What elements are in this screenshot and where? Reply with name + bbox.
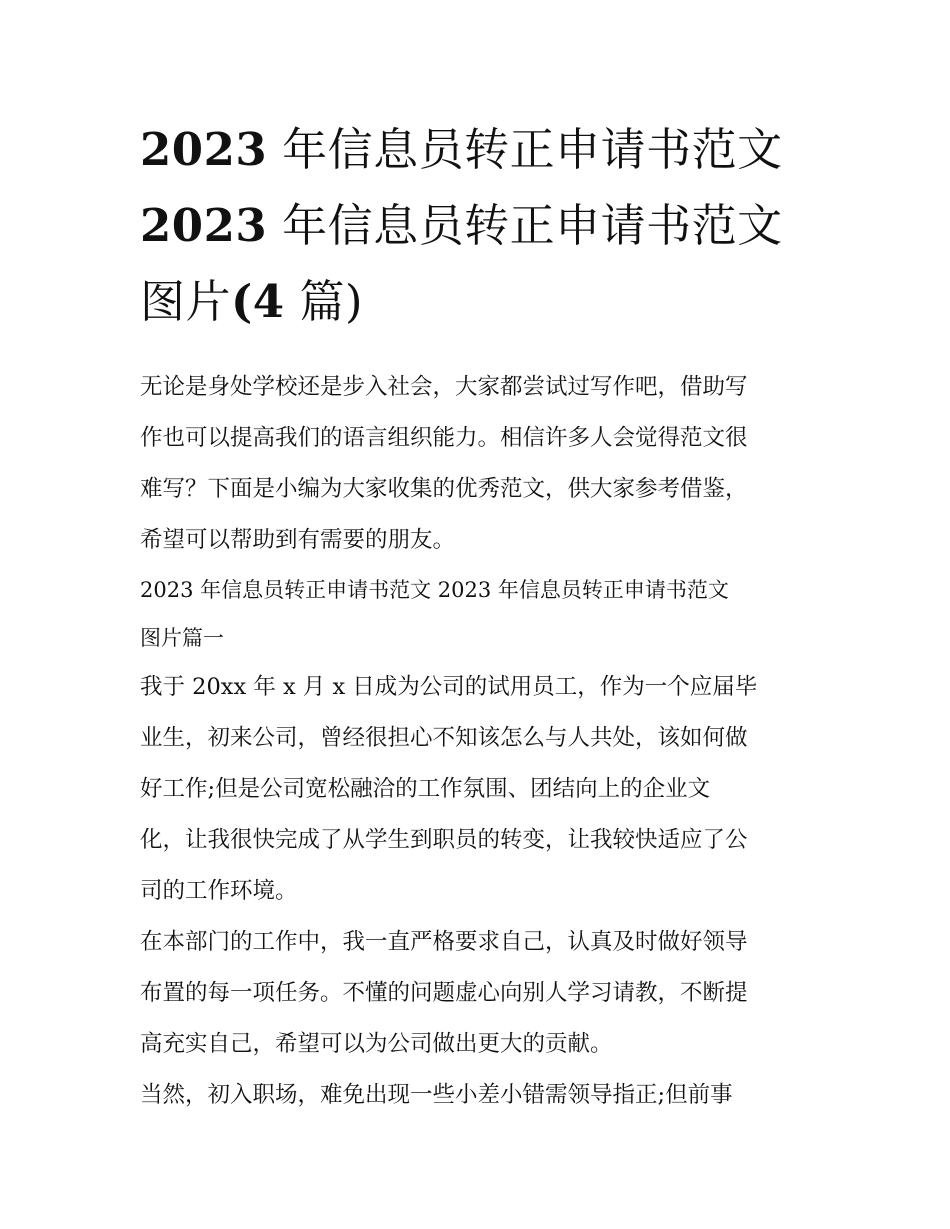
text-line: 作也可以提高我们的语言组织能力。相信许多人会觉得范文很 bbox=[140, 425, 748, 451]
title-line-2 bbox=[140, 188, 820, 264]
text-line: 布置的每一项任务。不懂的问题虚心向别人学习请教，不断提 bbox=[140, 980, 748, 1006]
title-text: 年信息员转正申请书范文 bbox=[282, 199, 783, 252]
document-body bbox=[140, 362, 820, 1121]
text-line: 当然，初入职场，难免出现一些小差小错需领导指正;但前事 bbox=[140, 1082, 733, 1108]
text-line: 高充实自己，希望可以为公司做出更大的贡献。 bbox=[140, 1031, 613, 1057]
title-text: 图片 bbox=[140, 275, 232, 328]
text-line: 2023 年信息员转正申请书范文 2023 年信息员转正申请书范文 bbox=[140, 578, 729, 602]
title-year: 2023 bbox=[140, 199, 268, 252]
text-line: 图片篇一 bbox=[140, 626, 224, 650]
title-line-3 bbox=[140, 264, 820, 340]
title-year: 2023 bbox=[140, 123, 268, 176]
section-heading bbox=[140, 566, 820, 662]
text-line: 希望可以帮助到有需要的朋友。 bbox=[140, 527, 456, 553]
body-paragraph bbox=[140, 1070, 820, 1121]
document-content bbox=[140, 112, 820, 1121]
text-line: 业生，初来公司，曾经很担心不知该怎么与人共处，该如何做 bbox=[140, 725, 748, 751]
document-title bbox=[140, 112, 820, 340]
text-line: 好工作;但是公司宽松融洽的工作氛围、团结向上的企业文 bbox=[140, 776, 711, 802]
text-line: 难写？下面是小编为大家收集的优秀范文，供大家参考借鉴， bbox=[140, 476, 748, 502]
title-line-1 bbox=[140, 112, 820, 188]
text-line: 我于 20xx 年 x 月 x 日成为公司的试用员工，作为一个应届毕 bbox=[140, 674, 758, 700]
title-text: 篇) bbox=[299, 275, 363, 328]
intro-paragraph bbox=[140, 362, 820, 566]
text-line: 司的工作环境。 bbox=[140, 878, 298, 904]
text-line: 化，让我很快完成了从学生到职员的转变，让我较快适应了公 bbox=[140, 827, 748, 853]
title-text: 年信息员转正申请书范文 bbox=[282, 123, 783, 176]
body-paragraph bbox=[140, 917, 820, 1070]
title-count: (4 bbox=[231, 275, 285, 328]
body-paragraph bbox=[140, 662, 820, 917]
text-line: 在本部门的工作中，我一直严格要求自己，认真及时做好领导 bbox=[140, 929, 748, 955]
text-line: 无论是身处学校还是步入社会，大家都尝试过写作吧，借助写 bbox=[140, 374, 748, 400]
